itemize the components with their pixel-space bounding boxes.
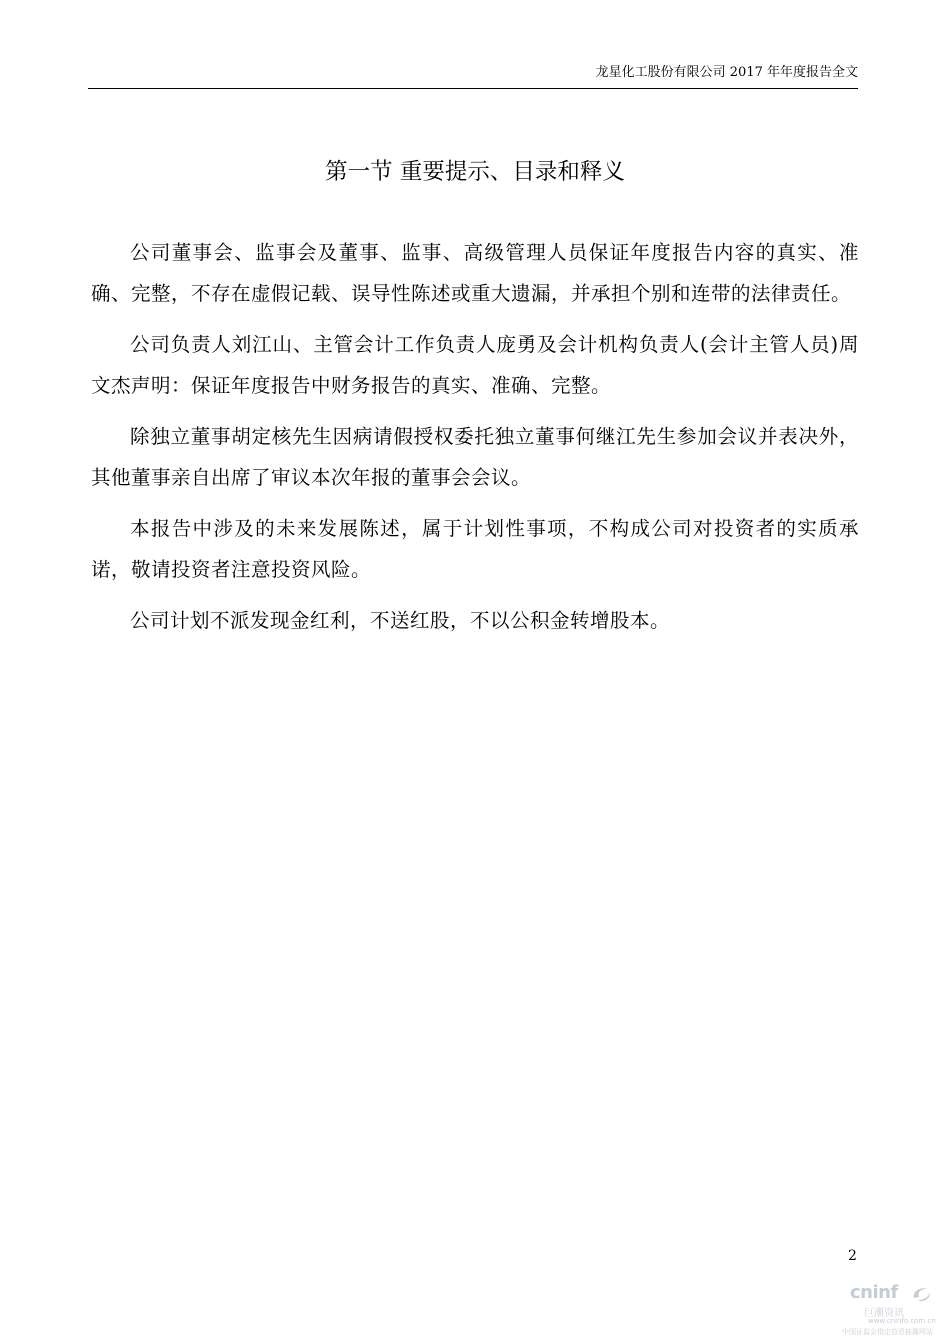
section-title: 第一节 重要提示、目录和释义 [325, 159, 625, 185]
header-title: 龙星化工股份有限公司 2017 年年度报告全文 [595, 65, 858, 80]
cninfo-logo-icon [910, 1284, 934, 1304]
page-number: 2 [848, 1248, 857, 1264]
paragraph: 公司董事会、监事会及董事、监事、高级管理人员保证年度报告内容的真实、准确、完整，不存在虚假记载、误导性陈述或重大遗漏，并承担个别和连带的法律责任。 [91, 241, 859, 305]
paragraph: 公司计划不派发现金红利，不送红股，不以公积金转增股本。 [130, 609, 671, 632]
paragraph: 除独立董事胡定核先生因病请假授权委托独立董事何继江先生参加会议并表决外，其他董事亲自出席了审议本次年报的董事会会议。 [91, 425, 859, 489]
paragraph: 本报告中涉及的未来发展陈述，属于计划性事项，不构成公司对投资者的实质承诺，敬请投资者注意投资风险。 [91, 517, 859, 581]
notice-body [91, 232, 859, 651]
cninfo-watermark [842, 1282, 942, 1340]
watermark-cn-name: 巨潮资讯 [864, 1308, 904, 1319]
paragraph: 公司负责人刘江山、主管会计工作负责人庞勇及会计机构负责人(会计主管人员)周文杰声明：保证年度报告中财务报告的真实、准确、完整。 [91, 333, 859, 397]
watermark-brand: cninf [850, 1282, 898, 1303]
watermark-url: www.cninfo.com.cn [868, 1317, 936, 1325]
page-header [88, 64, 858, 89]
watermark-tagline: 中国证监会指定信息披露网站 [842, 1328, 933, 1336]
